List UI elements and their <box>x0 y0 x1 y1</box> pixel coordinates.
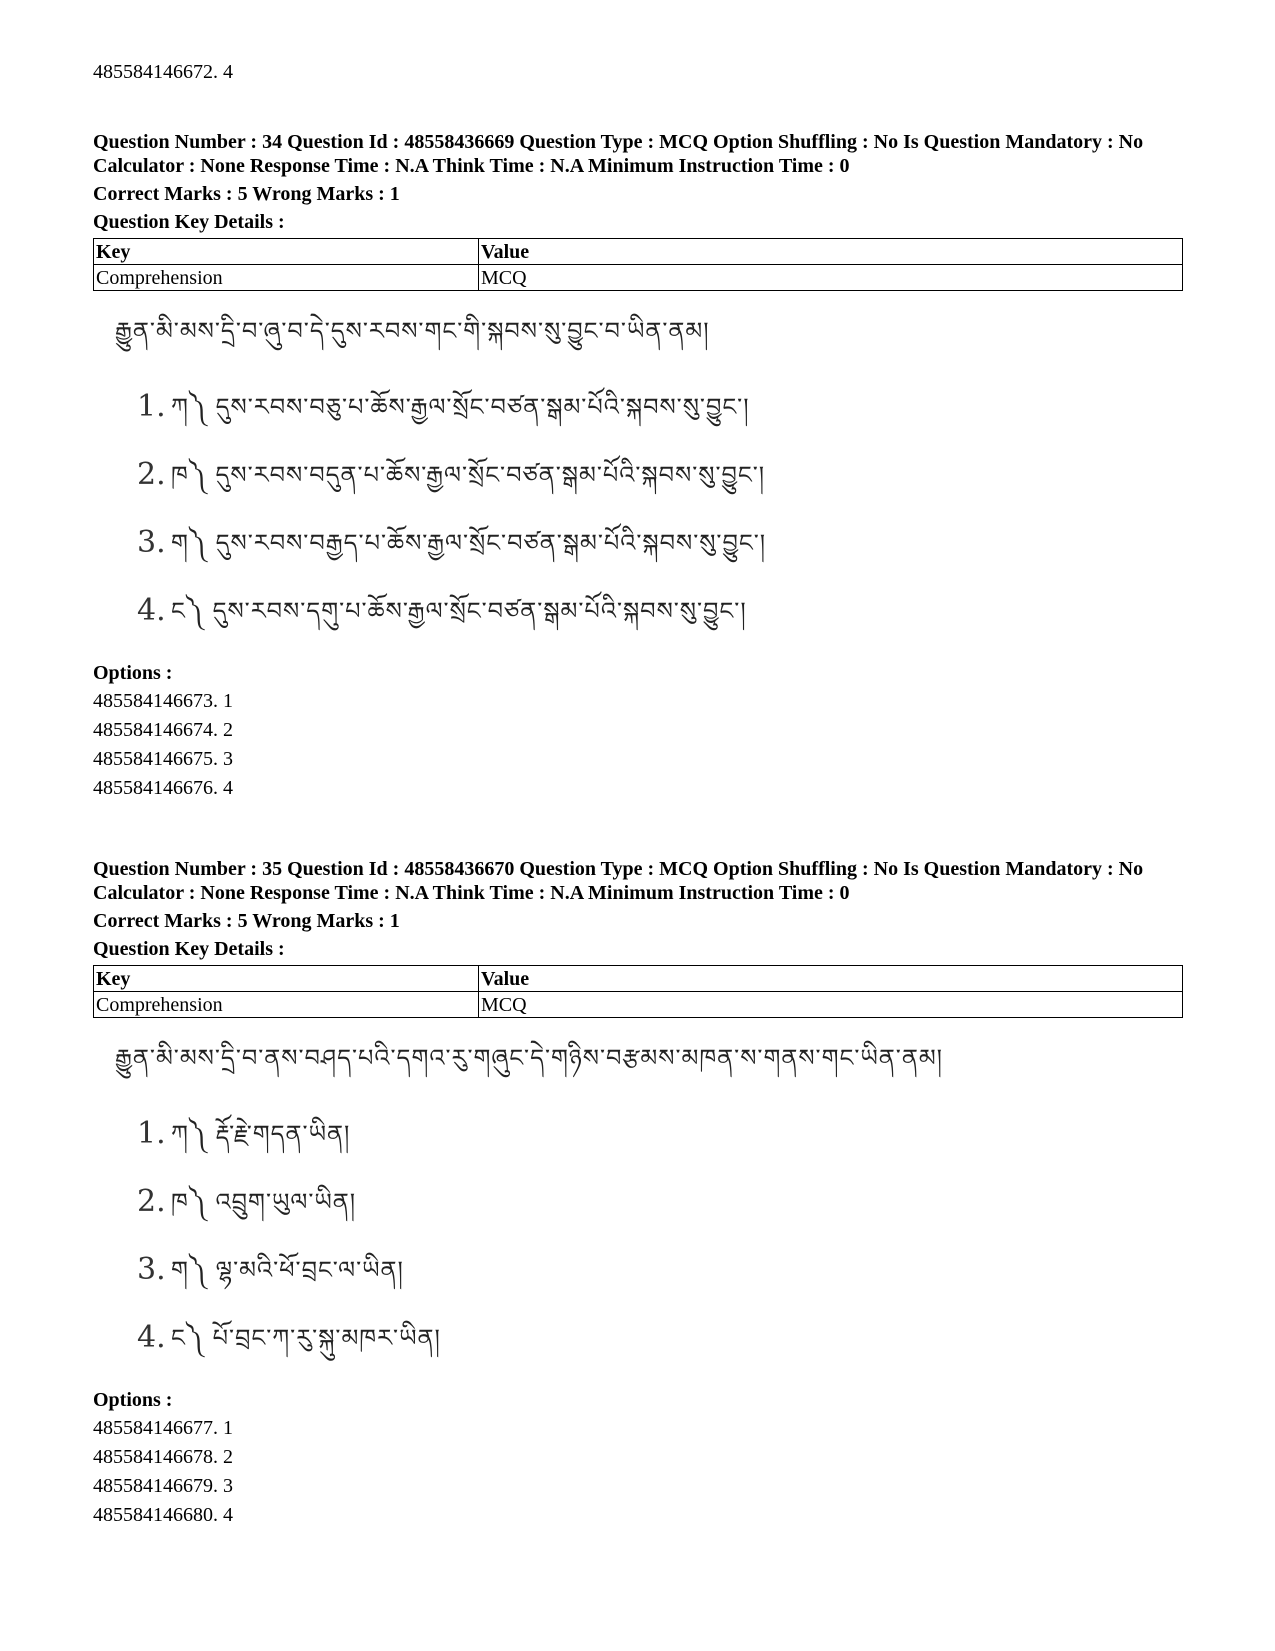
option-text: ཁ༽ འབྲུག་ཡུལ་ཡིན། <box>171 1187 357 1216</box>
key-details-title: Question Key Details : <box>93 211 285 233</box>
question-35 <box>93 857 1183 1532</box>
option-number: 1. <box>137 1116 166 1151</box>
question-marks: Correct Marks : 5 Wrong Marks : 1 <box>93 910 400 932</box>
tibetan-option <box>137 441 1183 509</box>
key-cell: Comprehension <box>94 992 479 1018</box>
document-page <box>93 60 1183 1532</box>
value-cell: MCQ <box>479 265 1183 291</box>
option-text: ག༽ ལྷ་མའི་ཕོ་བྲང་ལ་ཡིན། <box>171 1255 404 1284</box>
option-text: ཀ༽ རྡོ་རྗེ་གདན་ཡིན། <box>171 1119 351 1148</box>
table-row <box>94 992 1183 1018</box>
key-cell: Comprehension <box>94 265 479 291</box>
tibetan-question-text: རྒྱུན་མི་མས་དྲི་བ་ཞུ་བ་དེ་དུས་རབས་གང་གི་སྐབས་སུ་བྱུང་བ་ཡིན་ནམ། <box>115 317 710 345</box>
option-id-line: 485584146676. 4 <box>93 777 233 799</box>
question-header: Question Number : 34 Question Id : 48558436669 Question Type : MCQ Option Shuffling : No Is Question Mandatory : No Calculator : None Response Time : N.A Think Time : N.A Minimum Instruction Time : 0 <box>93 131 1144 177</box>
tibetan-option-list <box>137 1100 1183 1372</box>
option-id-line: 485584146680. 4 <box>93 1504 233 1526</box>
previous-option-line: 485584146672. 4 <box>93 61 233 83</box>
key-table-header-row <box>94 239 1183 265</box>
option-number: 2. <box>137 1184 166 1219</box>
question-marks: Correct Marks : 5 Wrong Marks : 1 <box>93 183 400 205</box>
question-34 <box>93 130 1183 805</box>
tibetan-option <box>137 1100 1183 1168</box>
key-header-cell: Key <box>94 239 479 265</box>
tibetan-option <box>137 373 1183 441</box>
option-id-line: 485584146674. 2 <box>93 719 233 741</box>
option-text: ཀ༽ དུས་རབས་བཅུ་པ་ཆོས་རྒྱལ་སྲོང་བཙན་སྒམ་པོའི་སྐབས་སུ་བྱུང་། <box>171 392 750 421</box>
value-cell: MCQ <box>479 992 1183 1018</box>
tibetan-question-text: རྒྱུན་མི་མས་དྲི་བ་ནས་བཤད་པའི་དགའ་རུ་གཞུང་དེ་གཉིས་བརྩམས་མཁན་ས་གནས་གང་ཡིན་ནམ། <box>115 1044 944 1072</box>
option-text: ག༽ དུས་རབས་བརྒྱད་པ་ཆོས་རྒྱལ་སྲོང་བཙན་སྒམ་པོའི་སྐབས་སུ་བྱུང་། <box>171 528 767 557</box>
tibetan-option-list <box>137 373 1183 645</box>
option-id-line: 485584146678. 2 <box>93 1446 233 1468</box>
option-number: 4. <box>137 593 166 628</box>
option-id-line: 485584146673. 1 <box>93 690 233 712</box>
tibetan-question-image <box>115 317 1183 645</box>
table-row <box>94 265 1183 291</box>
option-text: ང༽ དུས་རབས་དགུ་པ་ཆོས་རྒྱལ་སྲོང་བཙན་སྒམ་པོའི་སྐབས་སུ་བྱུང་། <box>171 596 747 625</box>
option-id-line: 485584146675. 3 <box>93 748 233 770</box>
key-details-table <box>93 965 1183 1018</box>
options-title: Options : <box>93 662 173 684</box>
option-text: ང༽ པོ་བྲང་ཀ་རུ་སྐུ་མཁར་ཡིན། <box>171 1323 441 1352</box>
tibetan-question-image <box>115 1044 1183 1372</box>
tibetan-option <box>137 509 1183 577</box>
question-header: Question Number : 35 Question Id : 48558436670 Question Type : MCQ Option Shuffling : No Is Question Mandatory : No Calculator : None Response Time : N.A Think Time : N.A Minimum Instruction Time : 0 <box>93 858 1144 904</box>
option-text: ཁ༽ དུས་རབས་བདུན་པ་ཆོས་རྒྱལ་སྲོང་བཙན་སྒམ་པོའི་སྐབས་སུ་བྱུང་། <box>171 460 766 489</box>
key-details-table <box>93 238 1183 291</box>
key-table-header-row <box>94 966 1183 992</box>
options-title: Options : <box>93 1389 173 1411</box>
option-number: 4. <box>137 1320 166 1355</box>
option-number: 3. <box>137 525 166 560</box>
option-id-line: 485584146679. 3 <box>93 1475 233 1497</box>
tibetan-option <box>137 1304 1183 1372</box>
key-header-cell: Key <box>94 966 479 992</box>
tibetan-option <box>137 1168 1183 1236</box>
value-header-cell: Value <box>479 966 1183 992</box>
option-number: 1. <box>137 389 166 424</box>
option-number: 2. <box>137 457 166 492</box>
value-header-cell: Value <box>479 239 1183 265</box>
option-id-line: 485584146677. 1 <box>93 1417 233 1439</box>
tibetan-option <box>137 1236 1183 1304</box>
tibetan-option <box>137 577 1183 645</box>
key-details-title: Question Key Details : <box>93 938 285 960</box>
option-number: 3. <box>137 1252 166 1287</box>
